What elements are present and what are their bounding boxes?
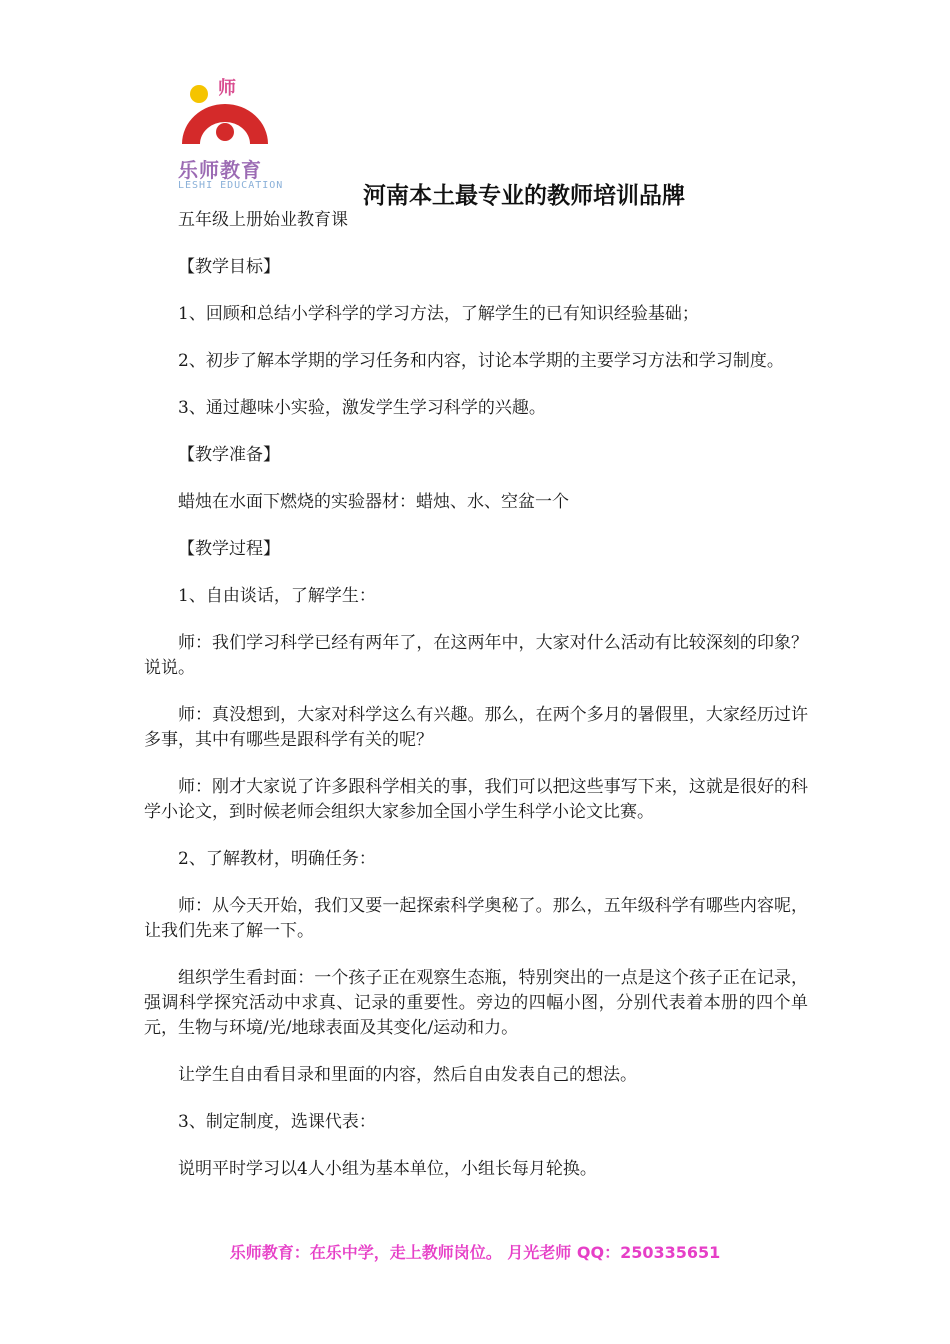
- paragraph: 组织学生看封面：一个孩子正在观察生态瓶，特别突出的一点是这个孩子正在记录，强调科学探究活动中求真、记录的重要性。旁边的四幅小图，分别代表着本册的四个单元，生物与环境/光/地球表面及其变化/运动和力。: [144, 968, 808, 1038]
- lesson-title: 五年级上册始业教育课: [178, 210, 348, 230]
- logo-name-cn: 乐师教育: [178, 158, 262, 182]
- section-heading-process: 【教学过程】: [178, 539, 280, 559]
- paragraph: 让学生自由看目录和里面的内容，然后自由发表自己的想法。: [178, 1065, 637, 1085]
- paragraph: 3、通过趣味小实验，激发学生学习科学的兴趣。: [178, 398, 546, 418]
- paragraph: 2、了解教材，明确任务：: [178, 849, 376, 869]
- paragraph: 说明平时学习以4人小组为基本单位，小组长每月轮换。: [178, 1159, 597, 1179]
- paragraph: 2、初步了解本学期的学习任务和内容，讨论本学期的主要学习方法和学习制度。: [178, 351, 784, 371]
- paragraph: 1、自由谈话，了解学生：: [178, 586, 376, 606]
- header-title: 河南本土最专业的教师培训品牌: [363, 183, 685, 209]
- paragraph: 师：真没想到，大家对科学这么有兴趣。那么，在两个多月的暑假里，大家经历过许多事，其中有哪些是跟科学有关的呢？: [144, 705, 808, 750]
- logo-top-char: 师: [218, 78, 236, 99]
- section-heading-goals: 【教学目标】: [178, 257, 280, 277]
- paragraph: 蜡烛在水面下燃烧的实验器材：蜡烛、水、空盆一个: [178, 492, 569, 512]
- paragraph: 师：刚才大家说了许多跟科学相关的事，我们可以把这些事写下来，这就是很好的科学小论文，到时候老师会组织大家参加全国小学生科学小论文比赛。: [144, 777, 808, 822]
- footer-slogan: 乐师教育：在乐中学，走上教师岗位。 月光老师 QQ：250335651: [229, 1243, 721, 1262]
- leshi-logo: [176, 72, 286, 197]
- document-body: [144, 208, 808, 1182]
- paragraph: 3、制定制度，选课代表：: [178, 1112, 376, 1132]
- paragraph: 1、回顾和总结小学科学的学习方法，了解学生的已有知识经验基础；: [178, 304, 699, 324]
- paragraph: 师：从今天开始，我们又要一起探索科学奥秘了。那么，五年级科学有哪些内容呢，让我们先来了解一下。: [144, 896, 808, 941]
- logo-name-en: LESHI EDUCATION: [178, 180, 284, 191]
- section-heading-preparation: 【教学准备】: [178, 445, 280, 465]
- paragraph: 师：我们学习科学已经有两年了，在这两年中，大家对什么活动有比较深刻的印象？说说。: [144, 633, 808, 678]
